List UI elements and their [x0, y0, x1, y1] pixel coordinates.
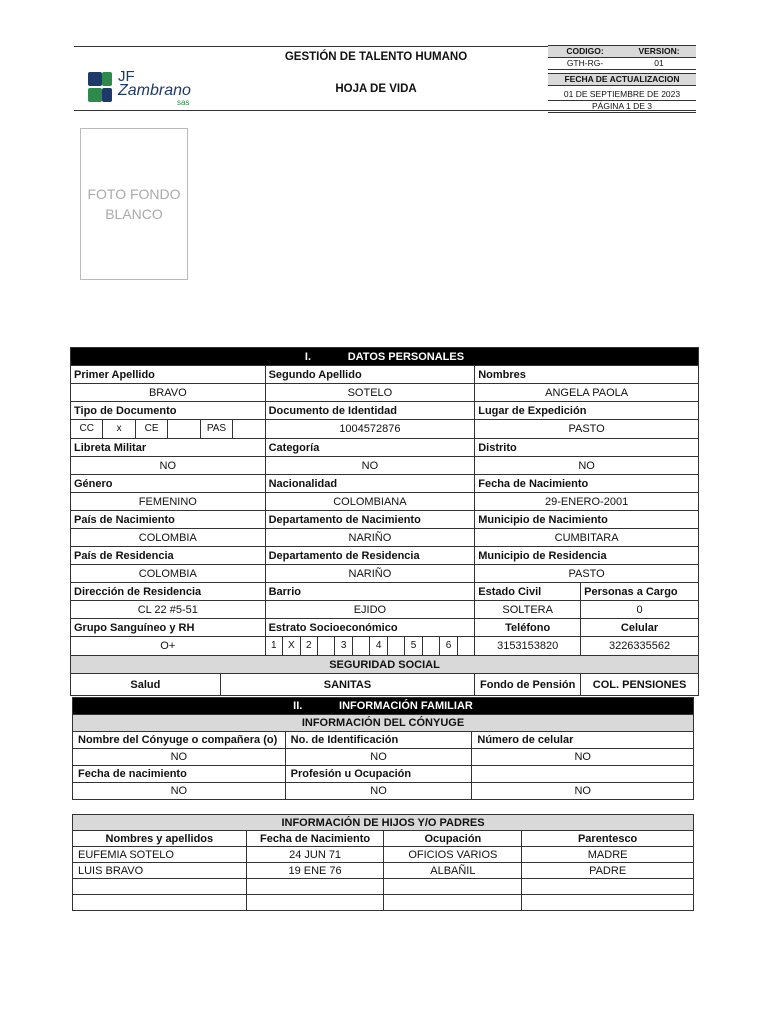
cell-fecha: 24 JUN 71	[246, 847, 384, 863]
cell-nombre: EUFEMIA SOTELO	[73, 847, 247, 863]
label-tipo-documento: Tipo de Documento	[71, 402, 266, 420]
value-conyuge-celular: NO	[472, 749, 694, 766]
label-municipio-residencia: Municipio de Residencia	[475, 547, 699, 565]
doc-box: PAS	[201, 420, 233, 438]
code-label: CODIGO:	[566, 46, 604, 56]
label-estado-civil: Estado Civil	[475, 583, 581, 601]
estrato-box: X	[283, 637, 300, 655]
table-row	[73, 879, 694, 895]
value-documento-identidad: 1004572876	[265, 420, 475, 439]
doc-box	[233, 420, 264, 438]
estrato-box: 3	[335, 637, 352, 655]
value-segundo-apellido: SOTELO	[265, 384, 475, 402]
value-conyuge-profesion: NO	[285, 783, 472, 800]
label-depto-nacimiento: Departamento de Nacimiento	[265, 511, 475, 529]
label-lugar-expedicion: Lugar de Expedición	[475, 402, 699, 420]
org-title: GESTIÓN DE TALENTO HUMANO	[284, 51, 468, 63]
estrato-box: 6	[440, 637, 457, 655]
cell-parentesco	[522, 879, 694, 895]
doc-box: CC	[71, 420, 103, 438]
version-label: VERSION:	[638, 46, 680, 56]
value-depto-residencia: NARIÑO	[265, 565, 475, 583]
cell-ocupacion	[384, 895, 522, 911]
logo-text-top: JF	[118, 68, 135, 85]
label-documento-identidad: Documento de Identidad	[265, 402, 475, 420]
cell-nombre	[73, 879, 247, 895]
label-segundo-apellido: Segundo Apellido	[265, 366, 475, 384]
label-celular: Celular	[581, 619, 699, 637]
label-telefono: Teléfono	[475, 619, 581, 637]
value-nombres: ANGELA PAOLA	[475, 384, 699, 402]
label-distrito: Distrito	[475, 439, 699, 457]
cell-parentesco	[522, 895, 694, 911]
cell-fecha: 19 ENE 76	[246, 863, 384, 879]
seguridad-social-header: SEGURIDAD SOCIAL	[71, 656, 699, 674]
value-salud: SANITAS	[220, 674, 475, 696]
logo-square-icon	[88, 72, 102, 86]
label-barrio: Barrio	[265, 583, 475, 601]
label-pension: Fondo de Pensión	[475, 674, 581, 696]
update-value: 01 DE SEPTIEMBRE DE 2023	[548, 89, 696, 101]
label-conyuge-id: No. de Identificación	[285, 732, 472, 749]
column-header: Fecha de Nacimiento	[246, 831, 384, 847]
value-grupo-sanguineo: O+	[71, 637, 266, 656]
label-conyuge-profesion: Profesión u Ocupación	[285, 766, 472, 783]
value-depto-nacimiento: NARIÑO	[265, 529, 475, 547]
label-personas-cargo: Personas a Cargo	[581, 583, 699, 601]
section-number: I.	[304, 350, 312, 363]
label-pais-nacimiento: País de Nacimiento	[71, 511, 266, 529]
cell-fecha	[246, 879, 384, 895]
estrato-boxes	[265, 637, 475, 656]
cell-nombre: LUIS BRAVO	[73, 863, 247, 879]
value-libreta-militar: NO	[71, 457, 266, 475]
section-title: DATOS PERSONALES	[347, 350, 465, 363]
value-pension: COL. PENSIONES	[581, 674, 699, 696]
label-primer-apellido: Primer Apellido	[71, 366, 266, 384]
label-grupo-sanguineo: Grupo Sanguíneo y RH	[71, 619, 266, 637]
value-conyuge-nombre: NO	[73, 749, 286, 766]
photo-placeholder	[80, 128, 188, 280]
label-pais-residencia: País de Residencia	[71, 547, 266, 565]
label-direccion: Dirección de Residencia	[71, 583, 266, 601]
document-meta	[548, 45, 696, 113]
photo-line-2: BLANCO	[105, 206, 163, 222]
logo-square-icon	[88, 88, 102, 102]
family-info-table	[72, 697, 694, 800]
value-municipio-nacimiento: CUMBITARA	[475, 529, 699, 547]
label-depto-residencia: Departamento de Residencia	[265, 547, 475, 565]
value-lugar-expedicion: PASTO	[475, 420, 699, 439]
label-conyuge-fnac: Fecha de nacimiento	[73, 766, 286, 783]
logo-square-icon	[102, 88, 112, 102]
estrato-box	[353, 637, 370, 655]
value-categoria: NO	[265, 457, 475, 475]
value-nacionalidad: COLOMBIANA	[265, 493, 475, 511]
label-libreta-militar: Libreta Militar	[71, 439, 266, 457]
doc-box: CE	[136, 420, 168, 438]
label-estrato: Estrato Socioeconómico	[265, 619, 475, 637]
children-parents-table	[72, 814, 694, 911]
label-salud: Salud	[71, 674, 221, 696]
value-celular: 3226335562	[581, 637, 699, 656]
value-genero: FEMENINO	[71, 493, 266, 511]
empty-cell	[472, 766, 694, 783]
estrato-box: 4	[370, 637, 387, 655]
section-number: II.	[293, 700, 303, 712]
value-fecha-nacimiento: 29-ENERO-2001	[475, 493, 699, 511]
doc-box: x	[103, 420, 135, 438]
table-row	[73, 895, 694, 911]
value-personas-cargo: 0	[581, 601, 699, 619]
column-header: Nombres y apellidos	[73, 831, 247, 847]
value-barrio: EJIDO	[265, 601, 475, 619]
value-estado-civil: SOLTERA	[475, 601, 581, 619]
value-pais-nacimiento: COLOMBIA	[71, 529, 266, 547]
conyuge-header: INFORMACIÓN DEL CÓNYUGE	[73, 715, 694, 732]
value-direccion: CL 22 #5-51	[71, 601, 266, 619]
value-pais-residencia: COLOMBIA	[71, 565, 266, 583]
label-conyuge-nombre: Nombre del Cónyuge o compañera (o)	[73, 732, 286, 749]
cell-ocupacion	[384, 879, 522, 895]
section-title: INFORMACIÓN FAMILIAR	[339, 700, 473, 712]
label-municipio-nacimiento: Municipio de Nacimiento	[475, 511, 699, 529]
label-nacionalidad: Nacionalidad	[265, 475, 475, 493]
estrato-box: 1	[266, 637, 283, 655]
update-label: FECHA DE ACTUALIZACION	[548, 73, 696, 86]
tipo-documento-boxes	[71, 420, 266, 439]
document-title: HOJA DE VIDA	[335, 83, 417, 95]
estrato-box: 5	[405, 637, 422, 655]
doc-box	[168, 420, 200, 438]
value-municipio-residencia: PASTO	[475, 565, 699, 583]
estrato-box	[318, 637, 335, 655]
column-header: Parentesco	[522, 831, 694, 847]
cell-parentesco: PADRE	[522, 863, 694, 879]
logo-square-icon	[102, 72, 112, 86]
label-genero: Género	[71, 475, 266, 493]
section-family-header	[73, 698, 694, 715]
label-conyuge-celular: Número de celular	[472, 732, 694, 749]
estrato-box: 2	[301, 637, 318, 655]
logo-text-main: Zambrano	[118, 82, 191, 99]
estrato-box	[388, 637, 405, 655]
section-personal-header	[71, 348, 699, 366]
column-header: Ocupación	[384, 831, 522, 847]
label-categoria: Categoría	[265, 439, 475, 457]
logo-text-sub: sas	[177, 98, 190, 107]
version-value: 01	[654, 58, 664, 68]
value-primer-apellido: BRAVO	[71, 384, 266, 402]
value-conyuge-id: NO	[285, 749, 472, 766]
code-value: GTH-RG-	[566, 58, 604, 68]
personal-data-table	[70, 347, 699, 696]
value-distrito: NO	[475, 457, 699, 475]
label-nombres: Nombres	[475, 366, 699, 384]
estrato-box	[458, 637, 474, 655]
estrato-box	[423, 637, 440, 655]
hijos-header: INFORMACIÓN DE HIJOS Y/O PADRES	[73, 815, 694, 831]
cell-parentesco: MADRE	[522, 847, 694, 863]
table-row	[73, 863, 694, 879]
cell-ocupacion: OFICIOS VARIOS	[384, 847, 522, 863]
value-conyuge-fnac: NO	[73, 783, 286, 800]
cell-nombre	[73, 895, 247, 911]
photo-line-1: FOTO FONDO	[87, 186, 181, 202]
cell-fecha	[246, 895, 384, 911]
value-telefono: 3153153820	[475, 637, 581, 656]
cell-ocupacion: ALBAÑIL	[384, 863, 522, 879]
label-fecha-nacimiento: Fecha de Nacimiento	[475, 475, 699, 493]
company-logo	[82, 64, 200, 110]
page-number: PÁGINA 1 DE 3	[548, 101, 696, 113]
table-row	[73, 847, 694, 863]
value-conyuge-extra: NO	[472, 783, 694, 800]
